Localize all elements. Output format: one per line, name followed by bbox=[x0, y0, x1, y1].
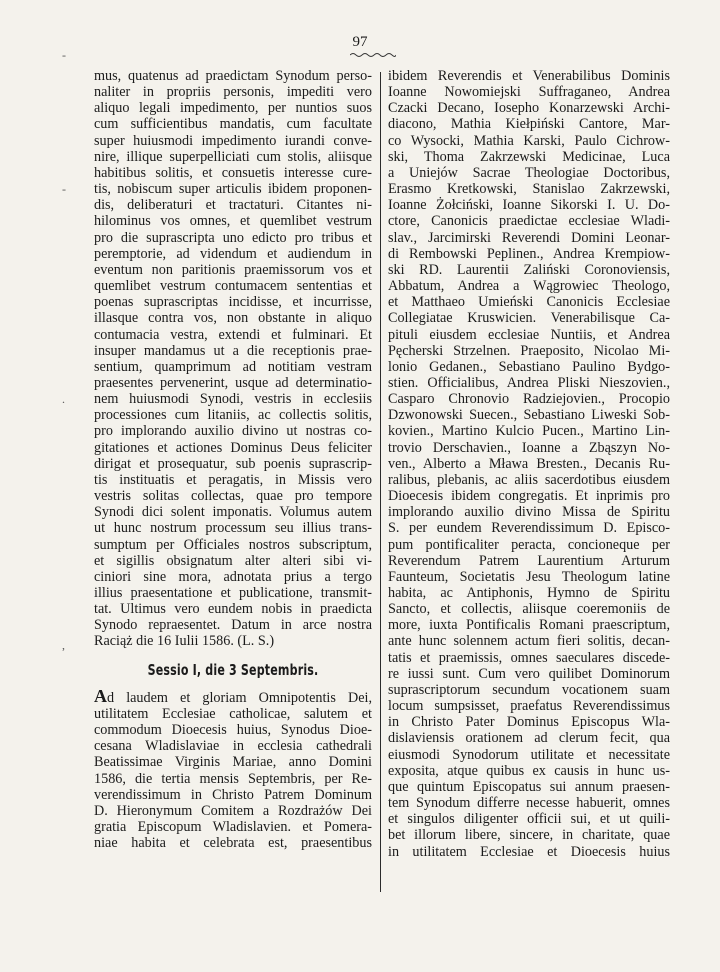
text-line: implorando auxilio divino Missa de Spiritu bbox=[388, 504, 670, 521]
dropcap: A bbox=[94, 685, 107, 706]
text-line: et sigillis obsignatum alter alteri sibi vi- bbox=[94, 552, 372, 569]
text-line: bet illorum libere, sincere, in charitate, quae bbox=[388, 827, 670, 844]
text-line: Reverendum Patrem Laurentium Arturum bbox=[388, 552, 670, 569]
text-line: habitibus solitis, et consuetis interesse cure- bbox=[94, 164, 372, 181]
text-line: Erasmo Kretkowski, Stanislao Zakrzewski, bbox=[388, 181, 670, 198]
text-line: poenas suprascriptas incidisse, et incurrisse, bbox=[94, 294, 372, 311]
text-line: ante hunc solennem actum fieri solitis, decan- bbox=[388, 633, 670, 650]
text-line: co Wysocki, Mathia Karski, Paulo Cichrow- bbox=[388, 132, 670, 149]
text-line: dislaviensis orationem ad clerum fecit, qua bbox=[388, 730, 670, 747]
page-number-ornament bbox=[350, 52, 396, 58]
text-line: verendissimum in Christo Patrem Dominum bbox=[94, 786, 372, 803]
text-line: eiusmodi Synodorum utilitate et necessitate bbox=[388, 746, 670, 763]
text-line: nire, illique superpelliciati cum stolis, aliisque bbox=[94, 148, 372, 165]
text-line: gitationes et actiones Dominus Deus feliciter bbox=[94, 439, 372, 456]
text-line: processiones cum litaniis, ac collectis solitis, bbox=[94, 407, 372, 424]
text-line: commodum Dioecesis huius, Synodus Dioe- bbox=[94, 722, 372, 739]
text-line: hilominus vos omnes, et quemlibet vestrum bbox=[94, 213, 372, 230]
text-line: ciniori sine mora, adnotata prius a tergo bbox=[94, 568, 372, 585]
text-line: a Uniejów Sacrae Theologiae Doctoribus, bbox=[388, 164, 670, 181]
text-line: in utilitatem Ecclesiae et Dioecesis huius bbox=[388, 843, 670, 860]
text-line: Faunteum, Societatis Jesu Theologum latine bbox=[388, 568, 670, 585]
text-line: tis instituatis et peragatis, in Missis vero bbox=[94, 471, 372, 488]
text-line: dis, deliberaturi et tractaturi. Citantes ni- bbox=[94, 197, 372, 214]
text-line: suprascriptorum secundum vocationem suam bbox=[388, 681, 670, 698]
text-line: kovien., Martino Kulcio Pucen., Martino Lin- bbox=[388, 423, 670, 440]
text-line: que quintum Episcopatus sui annum praesen- bbox=[388, 778, 670, 795]
text-line: tem Synodum differre necesse habuerit, omnes bbox=[388, 795, 670, 812]
text-line: pro implorando auxilio divino ut nostras co- bbox=[94, 423, 372, 440]
text-line: praesentes pervenerint, usque ad determinatio- bbox=[94, 374, 372, 391]
text-line-with-dropcap bbox=[94, 685, 372, 706]
text-line: dirigat et prosequatur, sub poenis suprascrip- bbox=[94, 455, 372, 472]
text-line: pituli eiusdem ecclesiae Nuntiis, et Andrea bbox=[388, 326, 670, 343]
marginal-mark: , bbox=[62, 638, 65, 652]
marginal-mark: - bbox=[62, 48, 66, 62]
marginal-mark: - bbox=[62, 182, 66, 196]
section-heading: Sessio I, die 3 Septembris. bbox=[147, 660, 319, 679]
text-line: habita, ac Antiphonis, Hymno de Spiritu bbox=[388, 585, 670, 601]
text-line: Abbatum, Andrea a Wągrowiec Theologo, bbox=[388, 278, 670, 295]
text-line: 1586, die tertia mensis Septembris, per Re- bbox=[94, 770, 372, 787]
text-line: contumacia vestra, extendi et fulminari. Et bbox=[94, 326, 372, 343]
text-line: sumptum per Officiales nostros subscriptum, bbox=[94, 536, 372, 553]
text-line: vestris solitas collectas, quae pro tempore bbox=[94, 488, 372, 505]
text-line: S. per eundem Reverendissimum D. Episco- bbox=[388, 520, 670, 537]
text-line: pro die suprascripta uno edicto pro tribus et bbox=[94, 229, 372, 246]
text-line: ski, Thoma Zakrzewski Medicinae, Luca bbox=[388, 148, 670, 165]
text-line: quemlibet vestrum contumacem sententias et bbox=[94, 278, 372, 295]
marginal-mark: . bbox=[62, 392, 65, 406]
left-column-text-after bbox=[94, 685, 372, 852]
text-line: diacono, Mathia Kiełpiński Cantore, Mar- bbox=[388, 116, 670, 133]
text-line: cesana Wladislaviae in ecclesia cathedrali bbox=[94, 738, 372, 755]
text-line: cum sufficientibus mandatis, cum facultate bbox=[94, 116, 372, 133]
text-line: gratia Episcopum Wladislavien. et Pomera- bbox=[94, 819, 372, 836]
text-line: et singulos diligenter officii sui, et ut quili- bbox=[388, 811, 670, 828]
text-line: nem huiusmodi Synodi, vestris in ecclesiis bbox=[94, 391, 372, 408]
text-line: mus, quatenus ad praedictam Synodum perso- bbox=[94, 68, 372, 84]
text-line: re iussi sunt. Cum vero quilibet Dominorum bbox=[388, 665, 670, 682]
text-line: tatis et praemissis, omnes saeculares discede- bbox=[388, 649, 670, 666]
text-line: illius praesentatione et publicatione, transmit- bbox=[94, 585, 372, 601]
text-line: ven., Alberto a Mława Bresten., Decanis Ru- bbox=[388, 455, 670, 472]
text-line: Dzwonowski Suecen., Sebastiano Liweski Sob- bbox=[388, 407, 670, 424]
text-line: tat. Ultimus vero eundem nobis in praedicta bbox=[94, 601, 372, 618]
text-line: slav., Jarcimirski Reverendi Domini Leonar- bbox=[388, 229, 670, 246]
text-line: super huiusmodi impedimento iurandi conve- bbox=[94, 132, 372, 149]
text-line: di Rembowski Peplinen., Andrea Krempiow- bbox=[388, 245, 670, 262]
text-line: Sancto, et collectis, aliisque coeremoniis de bbox=[388, 601, 670, 618]
text-line: exposita, atque quibus ex causis in hunc us- bbox=[388, 762, 670, 779]
text-line: peremptorie, ad videndum et audiendum in bbox=[94, 245, 372, 262]
text-line: aliquo legali impedimento, per nuntios suos bbox=[94, 100, 372, 117]
text-line: ut hunc nostrum processum seu illius trans- bbox=[94, 520, 372, 537]
text-line: et Matthaeo Umieński Canonicis Ecclesiae bbox=[388, 294, 670, 311]
text-line: Synodi dici solent imponatis. Volumus autem bbox=[94, 504, 372, 521]
left-column-text-before bbox=[94, 68, 372, 650]
text-line: Collegiatae Kruswicien. Venerabilisque Ca- bbox=[388, 310, 670, 327]
text-line: utilitatem Ecclesiae catholicae, salutem et bbox=[94, 705, 372, 722]
text-line: locum sumpsisset, praefatus Reverendissimus bbox=[388, 698, 670, 715]
page-number: 97 bbox=[352, 34, 368, 50]
text-line: Pęcherski Strzelnen. Praeposito, Nicolao Mi- bbox=[388, 342, 670, 359]
text-line: ibidem Reverendis et Venerabilibus Dominis bbox=[388, 68, 670, 84]
text-line: pum pontificaliter peracta, concioneque per bbox=[388, 536, 670, 553]
text-line: illasque contra vos, non obstante in aliquo bbox=[94, 310, 372, 327]
right-column bbox=[388, 68, 670, 860]
text-line: Ioanne Żołciński, Ioanne Sikorski I. U. Do- bbox=[388, 197, 670, 214]
text-line: insuper mandamus ut a die receptionis prae- bbox=[94, 342, 372, 359]
text-line: lonio Gedanen., Sebastiano Paulino Bydgo- bbox=[388, 358, 670, 375]
text-line: sentium, quamprimum ad notitiam vestram bbox=[94, 358, 372, 375]
text-line: tis, nobiscum super articulis ibidem proponen- bbox=[94, 181, 372, 198]
text-line: niae habita et celebrata est, praesentibus bbox=[94, 835, 372, 852]
text-line: more, iuxta Pontificalis Romani praescriptum, bbox=[388, 617, 670, 634]
text-line: Dioecesis ibidem congregatis. Et inprimis pro bbox=[388, 488, 670, 505]
text-line: ctore, Canonicis praedictae ecclesiae Wladi- bbox=[388, 213, 670, 230]
left-column bbox=[94, 68, 372, 851]
text-line-rest: d laudem et gloriam Omnipotentis Dei, bbox=[107, 689, 372, 706]
text-line: Casparo Chronovio Radziejovien., Procopio bbox=[388, 391, 670, 408]
text-line: Czacki Decano, Iosepho Konarzewski Archi- bbox=[388, 100, 670, 117]
text-line: D. Hieronymum Comitem a Rozdrażów Dei bbox=[94, 802, 372, 819]
text-line: ski RD. Laurentii Zaliński Coronoviensis, bbox=[388, 261, 670, 278]
text-line: stien. Officialibus, Andrea Pliski Nieszovien., bbox=[388, 374, 670, 391]
text-line: eventum non paritionis praemissorum vos et bbox=[94, 261, 372, 278]
text-line: in Christo Pater Dominus Episcopus Wla- bbox=[388, 714, 670, 731]
text-line: Synodo repraesentet. Datum in arce nostra bbox=[94, 617, 372, 634]
text-line: ralibus, plebanis, ac aliis sacerdotibus eiusdem bbox=[388, 471, 670, 488]
column-divider bbox=[380, 72, 381, 892]
text-line: Beatissimae Virginis Mariae, anno Domini bbox=[94, 754, 372, 771]
text-line: Raciąż die 16 Iulii 1586. (L. S.) bbox=[94, 633, 275, 650]
text-line: trovio Derschavien., Ioanne a Zbąszyn No- bbox=[388, 439, 670, 456]
text-line: Ioanne Nowomiejski Suffraganeo, Andrea bbox=[388, 84, 670, 101]
text-line: naliter in propriis personis, impediti vero bbox=[94, 84, 372, 101]
